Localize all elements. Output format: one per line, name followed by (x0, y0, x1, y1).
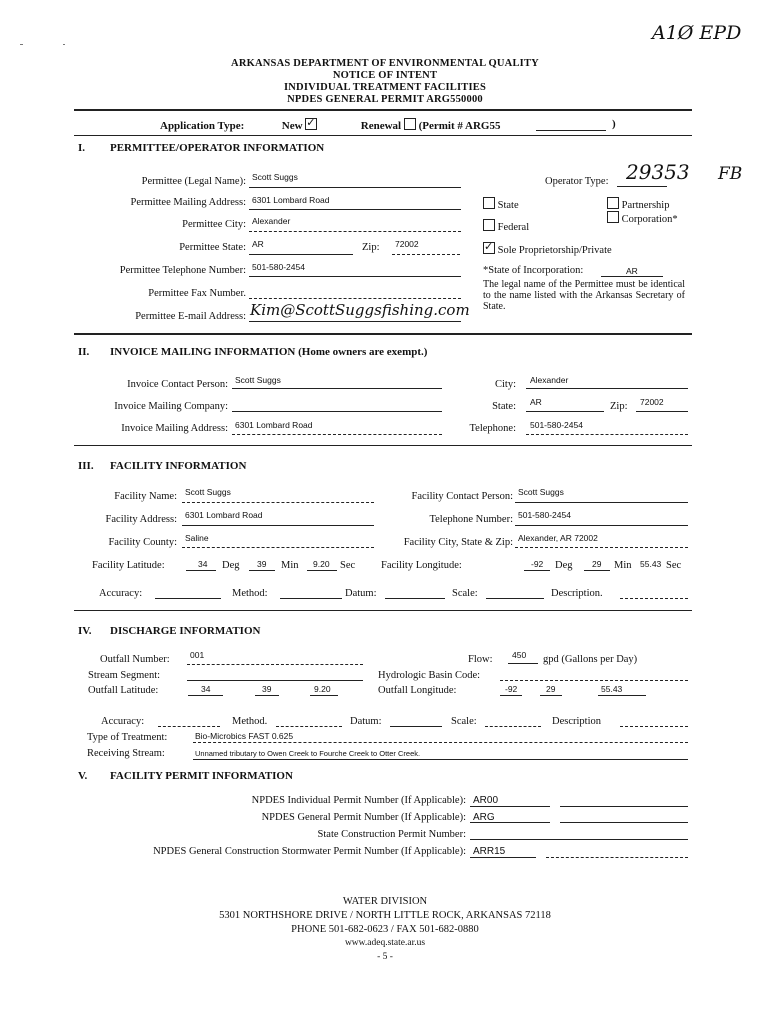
invoice-company-label: Invoice Mailing Company: (114, 401, 228, 412)
facility-lat-sec[interactable]: 9.20 (313, 559, 330, 569)
invoice-telephone-value[interactable]: 501-580-2454 (530, 420, 583, 430)
outfall-lat-deg[interactable]: 34 (201, 684, 211, 694)
flow-unit: gpd (Gallons per Day) (543, 654, 638, 665)
general-permit-value[interactable]: ARG (473, 812, 495, 823)
invoice-state-label: State: (492, 401, 516, 412)
invoice-zip-value[interactable]: 72002 (640, 397, 664, 407)
facility-county-label: Facility County: (108, 537, 177, 548)
individual-permit-line-2 (560, 806, 688, 807)
rule (74, 135, 692, 136)
incorporation-label: *State of Incorporation: (483, 265, 584, 276)
discharge-accuracy-line[interactable] (158, 726, 220, 727)
discharge-accuracy-label: Accuracy: (101, 716, 145, 727)
header-rule (74, 109, 692, 111)
facility-contact-label: Facility Contact Person: (411, 491, 513, 502)
stormwater-permit-value[interactable]: ARR15 (473, 846, 506, 857)
header-notice: NOTICE OF INTENT (332, 70, 438, 81)
corporation-option-label: Corporation* (621, 214, 678, 225)
state-construction-label: State Construction Permit Number: (317, 829, 466, 840)
facility-citystatezip-line (515, 547, 688, 548)
facility-county-line (182, 547, 374, 548)
discharge-description-label: Description (552, 716, 601, 727)
treatment-type-line (193, 742, 688, 743)
facility-method-label: Method: (232, 588, 268, 599)
invoice-address-label: Invoice Mailing Address: (121, 423, 228, 434)
facility-scale-line[interactable] (486, 598, 544, 599)
operator-corporation-option[interactable] (607, 211, 678, 225)
flow-label: Flow: (468, 654, 493, 665)
facility-address-line (182, 525, 374, 526)
state-label: Permittee State: (179, 242, 246, 253)
operator-partnership-option[interactable] (607, 197, 669, 211)
state-checkbox[interactable] (483, 197, 495, 209)
facility-long-min-label: Min (614, 560, 632, 571)
section-5-heading: FACILITY PERMIT INFORMATION (110, 770, 293, 782)
discharge-description-line[interactable] (620, 726, 688, 727)
footer-phone: PHONE 501-682-0623 / FAX 501-682-0880 (291, 924, 479, 935)
federal-checkbox[interactable] (483, 219, 495, 231)
legal-name-value[interactable]: Scott Suggs (252, 172, 298, 182)
section-2-heading: INVOICE MAILING INFORMATION (Home owners are exempt.) (110, 346, 428, 358)
facility-name-label: Facility Name: (114, 491, 177, 502)
facility-lat-deg-line (186, 570, 216, 571)
facility-lat-min[interactable]: 39 (257, 559, 267, 569)
invoice-state-value[interactable]: AR (530, 397, 542, 407)
invoice-zip-label: Zip: (610, 401, 628, 412)
mailing-address-value[interactable]: 6301 Lombard Road (252, 195, 330, 205)
stormwater-permit-line (470, 857, 536, 858)
permit-number-label: (Permit # ARG55 (418, 120, 501, 132)
facility-lat-min-label: Min (281, 560, 299, 571)
discharge-datum-label: Datum: (350, 716, 382, 727)
facility-name-line (182, 502, 374, 503)
operator-type-line (617, 186, 667, 187)
section-5-number: V. (78, 770, 88, 782)
scan-speck (63, 44, 65, 45)
legal-name-line (249, 187, 461, 188)
discharge-datum-line[interactable] (390, 726, 442, 727)
invoice-state-line (526, 411, 604, 412)
header-agency: ARKANSAS DEPARTMENT OF ENVIRONMENTAL QUALITY (231, 58, 539, 69)
section-1-number: I. (78, 142, 86, 154)
basin-code-label: Hydrologic Basin Code: (378, 670, 481, 681)
invoice-city-value[interactable]: Alexander (530, 375, 569, 385)
zip-label: Zip: (362, 242, 380, 253)
outfall-lat-sec[interactable]: 9.20 (314, 684, 331, 694)
city-value[interactable]: Alexander (252, 216, 291, 226)
individual-permit-label: NPDES Individual Permit Number (If Applicable): (251, 795, 466, 806)
new-label: New (281, 120, 303, 132)
outfall-long-sec-line (598, 695, 646, 696)
facility-lat-sec-line (307, 570, 337, 571)
facility-lat-deg-label: Deg (222, 560, 240, 571)
facility-long-min[interactable]: 29 (592, 559, 602, 569)
facility-lat-sec-label: Sec (340, 560, 356, 571)
facility-accuracy-line[interactable] (155, 598, 221, 599)
invoice-contact-value[interactable]: Scott Suggs (235, 375, 281, 385)
zip-value[interactable]: 72002 (395, 239, 419, 249)
facility-long-min-line (584, 570, 610, 571)
section-3-heading: FACILITY INFORMATION (110, 460, 247, 472)
mailing-address-line (249, 209, 461, 210)
section-2-rule (74, 445, 692, 446)
outfall-lat-min-line (255, 695, 279, 696)
facility-citystatezip-value[interactable]: Alexander, AR 72002 (518, 533, 598, 543)
invoice-contact-label: Invoice Contact Person: (127, 379, 228, 390)
treatment-type-value[interactable]: Bio-Microbics FAST 0.625 (195, 731, 294, 741)
invoice-address-line (232, 434, 442, 435)
email-value[interactable]: Kim@ScottSuggsfishing.com (250, 301, 470, 319)
state-construction-line[interactable] (470, 839, 688, 840)
facility-longitude-label: Facility Longitude: (381, 560, 462, 571)
fax-label: Permittee Fax Number. (148, 288, 246, 299)
facility-contact-line (515, 502, 688, 503)
flow-line (508, 663, 538, 664)
city-label: Permittee City: (182, 219, 246, 230)
facility-name-value[interactable]: Scott Suggs (185, 487, 231, 497)
outfall-lat-min[interactable]: 39 (262, 684, 272, 694)
section-3-rule (74, 610, 692, 611)
outfall-number-value[interactable]: 001 (190, 650, 205, 660)
discharge-method-line[interactable] (276, 726, 342, 727)
state-line (249, 254, 353, 255)
general-permit-label: NPDES General Permit Number (If Applicable): (261, 812, 466, 823)
operator-handwritten-number: 29353 (626, 160, 690, 184)
facility-address-label: Facility Address: (105, 514, 177, 525)
outfall-number-label: Outfall Number: (100, 654, 170, 665)
facility-citystatezip-label: Facility City, State & Zip: (403, 537, 513, 548)
section-1-rule (74, 333, 692, 335)
facility-description-label: Description. (551, 588, 603, 599)
partnership-checkbox[interactable] (607, 197, 619, 209)
flow-value[interactable]: 450 (512, 650, 527, 660)
receiving-stream-label: Receiving Stream: (87, 748, 165, 759)
application-type-row (160, 118, 500, 132)
individual-permit-line (470, 806, 550, 807)
stormwater-permit-label: NPDES General Construction Stormwater Permit Number (If Applicable): (153, 846, 466, 857)
facility-address-value[interactable]: 6301 Lombard Road (185, 510, 263, 520)
outfall-long-sec[interactable]: 55.43 (601, 684, 623, 694)
legal-name-label: Permittee (Legal Name): (141, 176, 246, 187)
section-4-heading: DISCHARGE INFORMATION (110, 625, 261, 637)
stream-segment-line[interactable] (187, 680, 363, 681)
facility-lat-min-line (249, 570, 275, 571)
facility-long-sec-label: Sec (666, 560, 682, 571)
facility-datum-label: Datum: (345, 588, 377, 599)
email-label: Permittee E-mail Address: (135, 311, 246, 322)
operator-type-label: Operator Type: (545, 176, 609, 187)
section-3-number: III. (78, 460, 94, 472)
invoice-telephone-line (526, 434, 688, 435)
city-line (249, 231, 461, 232)
federal-option-label: Federal (497, 222, 530, 233)
outfall-long-deg-line (500, 695, 522, 696)
email-line (249, 321, 461, 322)
invoice-telephone-label: Telephone: (469, 423, 516, 434)
telephone-value[interactable]: 501-580-2454 (252, 262, 305, 272)
renewal-label: Renewal (360, 120, 402, 132)
receiving-stream-line (193, 759, 688, 760)
facility-long-deg-line (524, 570, 550, 571)
outfall-long-min-line (540, 695, 562, 696)
legal-name-note: The legal name of the Permittee must be identical to the name listed with the Arkansas Secretary of State. (483, 279, 685, 312)
facility-long-deg-label: Deg (555, 560, 573, 571)
operator-sole-option[interactable] (483, 242, 612, 256)
state-option-label: State (497, 200, 519, 211)
discharge-method-label: Method. (232, 716, 268, 727)
zip-line (392, 254, 460, 255)
section-2-number: II. (78, 346, 90, 358)
footer-division: WATER DIVISION (342, 896, 428, 907)
section-4-number: IV. (78, 625, 92, 637)
facility-lat-deg[interactable]: 34 (198, 559, 208, 569)
header-permit: NPDES GENERAL PERMIT ARG550000 (287, 94, 483, 105)
treatment-type-label: Type of Treatment: (87, 732, 168, 743)
new-checkbox[interactable] (305, 118, 317, 130)
facility-telephone-line (515, 525, 688, 526)
incorporation-line (601, 276, 663, 277)
general-permit-line-2 (560, 822, 688, 823)
facility-scale-label: Scale: (452, 588, 478, 599)
outfall-lat-deg-line (188, 695, 223, 696)
stream-segment-label: Stream Segment: (88, 670, 161, 681)
facility-accuracy-label: Accuracy: (99, 588, 143, 599)
stormwater-permit-line-2 (546, 857, 688, 858)
state-value[interactable]: AR (252, 239, 264, 249)
invoice-company-line[interactable] (232, 411, 442, 412)
renewal-checkbox[interactable] (404, 118, 416, 130)
permit-number-line[interactable] (536, 130, 606, 131)
incorporation-value[interactable]: AR (626, 266, 638, 276)
facility-long-deg[interactable]: -92 (531, 559, 544, 569)
mailing-address-label: Permittee Mailing Address: (130, 197, 246, 208)
facility-county-value[interactable]: Saline (185, 533, 209, 543)
operator-state-option[interactable] (483, 197, 519, 211)
outfall-long-deg[interactable]: -92 (505, 684, 518, 694)
page-number: - 5 - (377, 952, 393, 962)
invoice-city-line (526, 388, 688, 389)
operator-federal-option[interactable] (483, 219, 529, 233)
outfall-lat-sec-line (310, 695, 338, 696)
footer-website: www.adeq.state.ar.us (344, 938, 426, 948)
outfall-number-line (187, 664, 363, 665)
invoice-contact-line (232, 388, 442, 389)
outfall-long-min[interactable]: 29 (546, 684, 556, 694)
corner-handwritten-mark: A1Ø EPD (652, 22, 742, 44)
section-1-heading: PERMITTEE/OPERATOR INFORMATION (110, 142, 325, 154)
corporation-checkbox[interactable] (607, 211, 619, 223)
individual-permit-value[interactable]: AR00 (473, 795, 499, 806)
header-facilities: INDIVIDUAL TREATMENT FACILITIES (283, 82, 487, 93)
operator-handwritten-initials: FB (718, 164, 743, 184)
footer-address: 5301 NORTHSHORE DRIVE / NORTH LITTLE ROCK, ARKANSAS 72118 (219, 910, 551, 921)
invoice-zip-line (636, 411, 688, 412)
invoice-address-value[interactable]: 6301 Lombard Road (235, 420, 313, 430)
facility-long-sec[interactable]: 55.43 (640, 559, 662, 569)
receiving-stream-value[interactable]: Unnamed tributary to Owen Creek to Fourche Creek to Otter Creek. (195, 749, 421, 758)
outfall-latitude-label: Outfall Latitude: (88, 685, 159, 696)
general-permit-line (470, 822, 550, 823)
invoice-city-label: City: (494, 379, 516, 390)
basin-code-line[interactable] (500, 680, 688, 681)
sole-option-label: Sole Proprietorship/Private (497, 245, 612, 256)
facility-latitude-label: Facility Latitude: (92, 560, 165, 571)
discharge-scale-label: Scale: (451, 716, 477, 727)
facility-datum-line[interactable] (385, 598, 445, 599)
facility-telephone-label: Telephone Number: (429, 514, 513, 525)
permit-number-close: ) (612, 118, 616, 130)
partnership-option-label: Partnership (621, 200, 670, 211)
fax-line[interactable] (249, 298, 461, 299)
scan-speck (20, 44, 23, 45)
outfall-longitude-label: Outfall Longitude: (378, 685, 457, 696)
telephone-label: Permittee Telephone Number: (119, 265, 246, 276)
facility-contact-value[interactable]: Scott Suggs (518, 487, 564, 497)
telephone-line (249, 276, 461, 277)
sole-proprietorship-checkbox[interactable] (483, 242, 495, 254)
facility-description-line[interactable] (620, 598, 688, 599)
discharge-scale-line[interactable] (485, 726, 541, 727)
application-type-label: Application Type: (160, 120, 245, 132)
facility-telephone-value[interactable]: 501-580-2454 (518, 510, 571, 520)
facility-method-line[interactable] (280, 598, 342, 599)
